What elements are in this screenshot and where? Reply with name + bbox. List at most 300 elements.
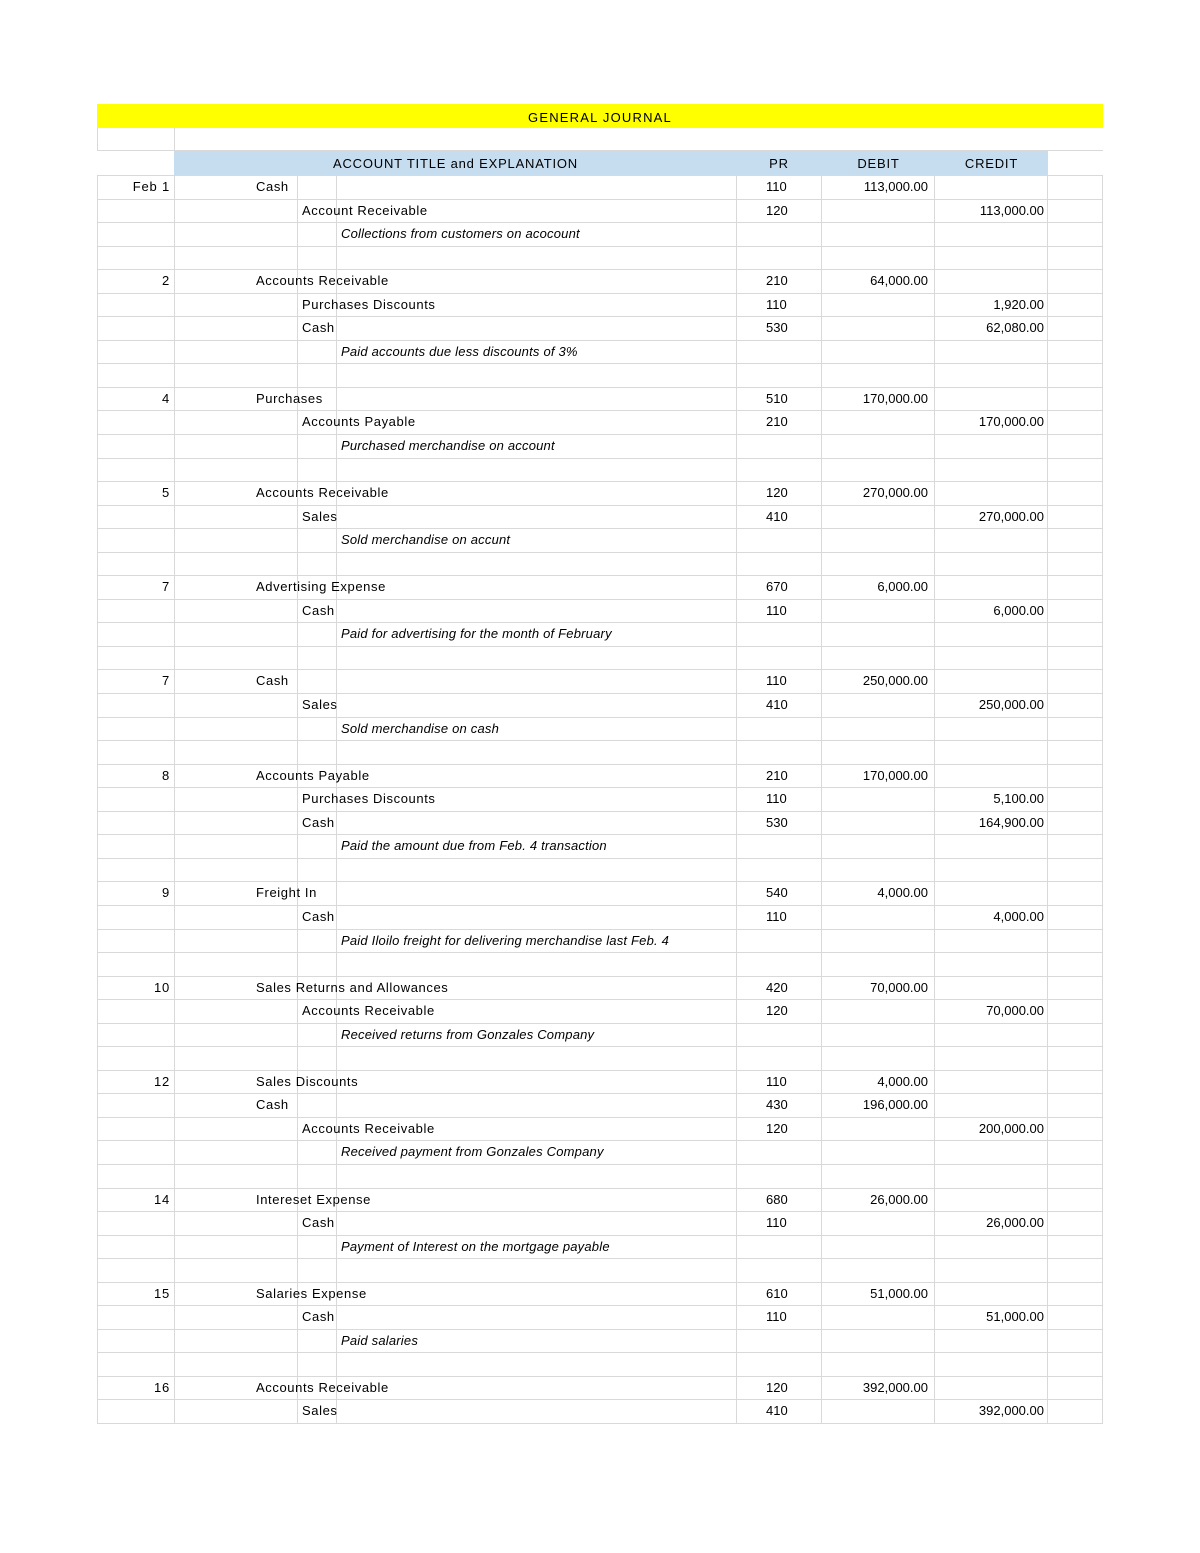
date-cell[interactable]: 7	[97, 670, 175, 693]
credit-cell[interactable]: 392,000.00	[935, 1400, 1048, 1423]
debit-cell[interactable]	[822, 459, 935, 482]
credit-cell[interactable]	[935, 859, 1048, 882]
account-cell[interactable]	[175, 1118, 736, 1141]
date-cell[interactable]	[97, 859, 175, 882]
credit-cell[interactable]	[935, 930, 1048, 953]
account-cell[interactable]	[175, 270, 736, 293]
account-cell[interactable]	[175, 670, 736, 693]
blank-cell[interactable]	[1048, 906, 1103, 929]
debit-cell[interactable]	[822, 1212, 935, 1235]
blank-cell[interactable]	[1048, 1306, 1103, 1329]
blank-cell[interactable]	[1048, 600, 1103, 623]
pr-cell[interactable]	[736, 1047, 822, 1070]
account-cell[interactable]	[175, 906, 736, 929]
date-cell[interactable]: 8	[97, 765, 175, 788]
account-cell[interactable]	[175, 600, 736, 623]
account-cell[interactable]	[175, 1071, 736, 1094]
debit-cell[interactable]	[822, 294, 935, 317]
blank-cell[interactable]	[1048, 459, 1103, 482]
credit-cell[interactable]: 4,000.00	[935, 906, 1048, 929]
blank-cell[interactable]	[1048, 1259, 1103, 1282]
blank-cell[interactable]	[1048, 482, 1103, 505]
credit-cell[interactable]	[935, 1236, 1048, 1259]
debit-cell[interactable]	[822, 200, 935, 223]
credit-cell[interactable]	[935, 882, 1048, 905]
credit-cell[interactable]	[935, 459, 1048, 482]
debit-cell[interactable]: 196,000.00	[822, 1094, 935, 1117]
account-cell[interactable]	[175, 765, 736, 788]
pr-cell[interactable]	[736, 741, 822, 764]
account-cell[interactable]	[175, 1236, 736, 1259]
credit-cell[interactable]	[935, 388, 1048, 411]
account-cell[interactable]	[175, 506, 736, 529]
debit-cell[interactable]	[822, 1259, 935, 1282]
date-cell[interactable]: 2	[97, 270, 175, 293]
account-cell[interactable]	[175, 977, 736, 1000]
debit-cell[interactable]	[822, 1353, 935, 1376]
blank-cell[interactable]	[1048, 1212, 1103, 1235]
pr-cell[interactable]: 110	[736, 1212, 822, 1235]
account-cell[interactable]	[175, 364, 736, 387]
date-cell[interactable]	[97, 718, 175, 741]
account-cell[interactable]	[175, 930, 736, 953]
pr-cell[interactable]: 120	[736, 1118, 822, 1141]
pr-cell[interactable]	[736, 1024, 822, 1047]
debit-cell[interactable]	[822, 1141, 935, 1164]
blank-cell[interactable]	[1048, 176, 1103, 199]
date-cell[interactable]	[97, 553, 175, 576]
date-cell[interactable]: 12	[97, 1071, 175, 1094]
date-cell[interactable]: 14	[97, 1189, 175, 1212]
date-cell[interactable]	[97, 1212, 175, 1235]
date-cell[interactable]	[97, 1118, 175, 1141]
debit-cell[interactable]	[822, 1236, 935, 1259]
date-cell[interactable]	[97, 223, 175, 246]
date-cell[interactable]	[97, 906, 175, 929]
pr-cell[interactable]: 120	[736, 482, 822, 505]
date-cell[interactable]: 9	[97, 882, 175, 905]
blank-cell[interactable]	[1048, 506, 1103, 529]
blank-cell[interactable]	[1048, 1047, 1103, 1070]
pr-cell[interactable]	[736, 930, 822, 953]
pr-cell[interactable]	[736, 1141, 822, 1164]
blank-cell[interactable]	[1048, 411, 1103, 434]
pr-cell[interactable]	[736, 1330, 822, 1353]
account-cell[interactable]	[175, 176, 736, 199]
date-cell[interactable]	[97, 1236, 175, 1259]
pr-cell[interactable]: 110	[736, 176, 822, 199]
debit-cell[interactable]: 113,000.00	[822, 176, 935, 199]
date-cell[interactable]	[97, 459, 175, 482]
date-cell[interactable]	[97, 953, 175, 976]
date-cell[interactable]	[97, 341, 175, 364]
date-cell[interactable]: 10	[97, 977, 175, 1000]
credit-cell[interactable]	[935, 1330, 1048, 1353]
blank-cell[interactable]	[1048, 647, 1103, 670]
debit-cell[interactable]: 6,000.00	[822, 576, 935, 599]
account-cell[interactable]	[175, 1306, 736, 1329]
debit-cell[interactable]	[822, 694, 935, 717]
credit-cell[interactable]	[935, 341, 1048, 364]
debit-cell[interactable]	[822, 435, 935, 458]
pr-cell[interactable]: 610	[736, 1283, 822, 1306]
account-cell[interactable]	[175, 1024, 736, 1047]
credit-cell[interactable]: 270,000.00	[935, 506, 1048, 529]
debit-cell[interactable]: 4,000.00	[822, 882, 935, 905]
blank-cell[interactable]	[1048, 553, 1103, 576]
credit-cell[interactable]: 26,000.00	[935, 1212, 1048, 1235]
pr-cell[interactable]: 110	[736, 1306, 822, 1329]
credit-cell[interactable]	[935, 765, 1048, 788]
date-cell[interactable]: 4	[97, 388, 175, 411]
blank-cell[interactable]	[1048, 435, 1103, 458]
account-cell[interactable]	[175, 788, 736, 811]
account-cell[interactable]	[175, 459, 736, 482]
date-cell[interactable]	[97, 247, 175, 270]
debit-cell[interactable]: 170,000.00	[822, 388, 935, 411]
credit-cell[interactable]	[935, 1189, 1048, 1212]
debit-cell[interactable]	[822, 623, 935, 646]
debit-cell[interactable]	[822, 529, 935, 552]
date-cell[interactable]	[97, 1330, 175, 1353]
pr-cell[interactable]: 540	[736, 882, 822, 905]
debit-cell[interactable]	[822, 859, 935, 882]
debit-cell[interactable]	[822, 930, 935, 953]
account-cell[interactable]	[175, 1330, 736, 1353]
blank-cell[interactable]	[1048, 765, 1103, 788]
credit-cell[interactable]	[935, 1165, 1048, 1188]
pr-cell[interactable]	[736, 223, 822, 246]
credit-cell[interactable]	[935, 482, 1048, 505]
blank-cell[interactable]	[1048, 1000, 1103, 1023]
credit-cell[interactable]	[935, 670, 1048, 693]
debit-cell[interactable]	[822, 741, 935, 764]
blank-cell[interactable]	[1048, 1353, 1103, 1376]
account-cell[interactable]	[175, 859, 736, 882]
account-cell[interactable]	[175, 1094, 736, 1117]
blank-cell[interactable]	[1048, 741, 1103, 764]
pr-cell[interactable]	[736, 529, 822, 552]
pr-cell[interactable]: 530	[736, 317, 822, 340]
blank-cell[interactable]	[1048, 1189, 1103, 1212]
credit-cell[interactable]	[935, 1283, 1048, 1306]
credit-cell[interactable]	[935, 977, 1048, 1000]
credit-cell[interactable]: 164,900.00	[935, 812, 1048, 835]
date-cell[interactable]	[97, 200, 175, 223]
debit-cell[interactable]: 250,000.00	[822, 670, 935, 693]
account-cell[interactable]	[175, 1047, 736, 1070]
date-cell[interactable]: 15	[97, 1283, 175, 1306]
blank-cell[interactable]	[1048, 718, 1103, 741]
credit-cell[interactable]	[935, 1259, 1048, 1282]
pr-cell[interactable]	[736, 364, 822, 387]
credit-cell[interactable]	[935, 1024, 1048, 1047]
debit-cell[interactable]	[822, 247, 935, 270]
account-cell[interactable]	[175, 200, 736, 223]
pr-cell[interactable]: 110	[736, 670, 822, 693]
debit-cell[interactable]	[822, 1306, 935, 1329]
debit-cell[interactable]: 392,000.00	[822, 1377, 935, 1400]
date-cell[interactable]	[97, 600, 175, 623]
credit-cell[interactable]	[935, 1047, 1048, 1070]
account-cell[interactable]	[175, 1000, 736, 1023]
credit-cell[interactable]	[935, 223, 1048, 246]
account-cell[interactable]	[175, 247, 736, 270]
account-cell[interactable]	[175, 741, 736, 764]
blank-cell[interactable]	[1048, 1330, 1103, 1353]
blank-cell[interactable]	[1048, 1236, 1103, 1259]
blank-cell[interactable]	[1048, 200, 1103, 223]
pr-cell[interactable]	[736, 1353, 822, 1376]
pr-cell[interactable]: 420	[736, 977, 822, 1000]
debit-cell[interactable]	[822, 953, 935, 976]
blank-cell[interactable]	[1048, 812, 1103, 835]
account-cell[interactable]	[175, 1212, 736, 1235]
credit-cell[interactable]	[935, 576, 1048, 599]
date-cell[interactable]	[97, 506, 175, 529]
credit-cell[interactable]	[935, 741, 1048, 764]
date-cell[interactable]	[97, 1259, 175, 1282]
date-cell[interactable]	[97, 1141, 175, 1164]
account-cell[interactable]	[175, 388, 736, 411]
account-cell[interactable]	[175, 623, 736, 646]
credit-cell[interactable]	[935, 1141, 1048, 1164]
account-cell[interactable]	[175, 411, 736, 434]
date-cell[interactable]: 5	[97, 482, 175, 505]
debit-cell[interactable]: 170,000.00	[822, 765, 935, 788]
pr-cell[interactable]: 110	[736, 600, 822, 623]
credit-cell[interactable]: 5,100.00	[935, 788, 1048, 811]
date-cell[interactable]	[97, 694, 175, 717]
pr-cell[interactable]	[736, 859, 822, 882]
date-cell[interactable]	[97, 930, 175, 953]
account-cell[interactable]	[175, 1353, 736, 1376]
pr-cell[interactable]: 120	[736, 1377, 822, 1400]
pr-cell[interactable]	[736, 718, 822, 741]
pr-cell[interactable]: 110	[736, 294, 822, 317]
account-cell[interactable]	[175, 812, 736, 835]
blank-cell[interactable]	[1048, 882, 1103, 905]
debit-cell[interactable]	[822, 906, 935, 929]
date-cell[interactable]	[97, 623, 175, 646]
pr-cell[interactable]: 120	[736, 200, 822, 223]
pr-cell[interactable]: 210	[736, 411, 822, 434]
blank-cell[interactable]	[1048, 1024, 1103, 1047]
account-cell[interactable]	[175, 1400, 736, 1423]
account-cell[interactable]	[175, 341, 736, 364]
date-cell[interactable]	[97, 411, 175, 434]
pr-cell[interactable]: 670	[736, 576, 822, 599]
blank-cell[interactable]	[1048, 1400, 1103, 1423]
pr-cell[interactable]	[736, 553, 822, 576]
blank-cell[interactable]	[1048, 364, 1103, 387]
blank-cell[interactable]	[1048, 1118, 1103, 1141]
pr-cell[interactable]	[736, 647, 822, 670]
blank-cell[interactable]	[1048, 270, 1103, 293]
account-cell[interactable]	[175, 553, 736, 576]
blank-cell[interactable]	[1048, 576, 1103, 599]
debit-cell[interactable]	[822, 1000, 935, 1023]
pr-cell[interactable]: 110	[736, 1071, 822, 1094]
blank-cell[interactable]	[1048, 788, 1103, 811]
credit-cell[interactable]: 51,000.00	[935, 1306, 1048, 1329]
blank-cell[interactable]	[1048, 977, 1103, 1000]
account-cell[interactable]	[175, 576, 736, 599]
pr-cell[interactable]	[736, 247, 822, 270]
debit-cell[interactable]	[822, 812, 935, 835]
blank-cell[interactable]	[1048, 623, 1103, 646]
date-cell[interactable]	[97, 294, 175, 317]
account-cell[interactable]	[175, 435, 736, 458]
date-cell[interactable]	[97, 835, 175, 858]
debit-cell[interactable]: 4,000.00	[822, 1071, 935, 1094]
debit-cell[interactable]	[822, 317, 935, 340]
date-cell[interactable]	[97, 1165, 175, 1188]
date-cell[interactable]	[97, 435, 175, 458]
date-cell[interactable]	[97, 364, 175, 387]
credit-cell[interactable]	[935, 364, 1048, 387]
credit-cell[interactable]	[935, 1094, 1048, 1117]
credit-cell[interactable]	[935, 1353, 1048, 1376]
date-cell[interactable]	[97, 317, 175, 340]
date-cell[interactable]	[97, 1047, 175, 1070]
pr-cell[interactable]: 430	[736, 1094, 822, 1117]
date-cell[interactable]	[97, 1000, 175, 1023]
date-cell[interactable]	[97, 812, 175, 835]
debit-cell[interactable]	[822, 1165, 935, 1188]
date-cell[interactable]	[97, 741, 175, 764]
account-cell[interactable]	[175, 1189, 736, 1212]
credit-cell[interactable]: 6,000.00	[935, 600, 1048, 623]
pr-cell[interactable]: 110	[736, 906, 822, 929]
date-cell[interactable]	[97, 788, 175, 811]
blank-cell[interactable]	[1048, 341, 1103, 364]
debit-cell[interactable]: 51,000.00	[822, 1283, 935, 1306]
credit-cell[interactable]	[935, 529, 1048, 552]
credit-cell[interactable]	[935, 835, 1048, 858]
credit-cell[interactable]	[935, 1071, 1048, 1094]
blank-cell[interactable]	[1048, 529, 1103, 552]
blank-cell[interactable]	[1048, 835, 1103, 858]
credit-cell[interactable]	[935, 553, 1048, 576]
account-cell[interactable]	[175, 882, 736, 905]
pr-cell[interactable]: 210	[736, 270, 822, 293]
account-cell[interactable]	[175, 1283, 736, 1306]
date-cell[interactable]	[97, 1400, 175, 1423]
credit-cell[interactable]: 250,000.00	[935, 694, 1048, 717]
debit-cell[interactable]	[822, 788, 935, 811]
credit-cell[interactable]: 70,000.00	[935, 1000, 1048, 1023]
pr-cell[interactable]: 410	[736, 694, 822, 717]
pr-cell[interactable]	[736, 1259, 822, 1282]
debit-cell[interactable]	[822, 835, 935, 858]
debit-cell[interactable]: 270,000.00	[822, 482, 935, 505]
account-cell[interactable]	[175, 647, 736, 670]
date-cell[interactable]	[97, 1024, 175, 1047]
credit-cell[interactable]	[935, 247, 1048, 270]
pr-cell[interactable]	[736, 341, 822, 364]
blank-cell[interactable]	[1048, 223, 1103, 246]
account-cell[interactable]	[175, 317, 736, 340]
account-cell[interactable]	[175, 835, 736, 858]
pr-cell[interactable]: 410	[736, 1400, 822, 1423]
debit-cell[interactable]	[822, 553, 935, 576]
credit-cell[interactable]: 200,000.00	[935, 1118, 1048, 1141]
account-cell[interactable]	[175, 1377, 736, 1400]
account-cell[interactable]	[175, 694, 736, 717]
debit-cell[interactable]	[822, 1330, 935, 1353]
account-cell[interactable]	[175, 223, 736, 246]
account-cell[interactable]	[175, 1259, 736, 1282]
pr-cell[interactable]	[736, 1165, 822, 1188]
debit-cell[interactable]	[822, 1024, 935, 1047]
date-cell[interactable]: 7	[97, 576, 175, 599]
credit-cell[interactable]	[935, 953, 1048, 976]
pr-cell[interactable]: 680	[736, 1189, 822, 1212]
pr-cell[interactable]: 530	[736, 812, 822, 835]
credit-cell[interactable]	[935, 1377, 1048, 1400]
pr-cell[interactable]: 210	[736, 765, 822, 788]
credit-cell[interactable]	[935, 647, 1048, 670]
account-cell[interactable]	[175, 1165, 736, 1188]
blank-cell[interactable]	[1048, 670, 1103, 693]
debit-cell[interactable]	[822, 718, 935, 741]
blank-cell[interactable]	[1048, 859, 1103, 882]
debit-cell[interactable]: 26,000.00	[822, 1189, 935, 1212]
account-cell[interactable]	[175, 953, 736, 976]
date-cell[interactable]	[97, 1094, 175, 1117]
debit-cell[interactable]	[822, 364, 935, 387]
debit-cell[interactable]	[822, 411, 935, 434]
debit-cell[interactable]	[822, 341, 935, 364]
credit-cell[interactable]: 113,000.00	[935, 200, 1048, 223]
blank-cell[interactable]	[1048, 953, 1103, 976]
blank-cell[interactable]	[1048, 1377, 1103, 1400]
debit-cell[interactable]: 70,000.00	[822, 977, 935, 1000]
date-cell[interactable]	[97, 647, 175, 670]
credit-cell[interactable]	[935, 623, 1048, 646]
account-cell[interactable]	[175, 482, 736, 505]
pr-cell[interactable]	[736, 459, 822, 482]
blank-cell[interactable]	[1048, 1141, 1103, 1164]
date-cell[interactable]: Feb 1	[97, 176, 175, 199]
debit-cell[interactable]	[822, 1047, 935, 1070]
date-cell[interactable]	[97, 529, 175, 552]
pr-cell[interactable]: 120	[736, 1000, 822, 1023]
pr-cell[interactable]	[736, 1236, 822, 1259]
pr-cell[interactable]	[736, 953, 822, 976]
pr-cell[interactable]	[736, 435, 822, 458]
blank-cell[interactable]	[1048, 694, 1103, 717]
credit-cell[interactable]	[935, 435, 1048, 458]
account-cell[interactable]	[175, 718, 736, 741]
debit-cell[interactable]	[822, 1118, 935, 1141]
blank-cell[interactable]	[1048, 1071, 1103, 1094]
debit-cell[interactable]	[822, 1400, 935, 1423]
date-cell[interactable]: 16	[97, 1377, 175, 1400]
credit-cell[interactable]	[935, 176, 1048, 199]
blank-cell[interactable]	[1048, 1094, 1103, 1117]
credit-cell[interactable]	[935, 718, 1048, 741]
blank-cell[interactable]	[1048, 1283, 1103, 1306]
date-cell[interactable]	[97, 1353, 175, 1376]
debit-cell[interactable]	[822, 600, 935, 623]
credit-cell[interactable]: 170,000.00	[935, 411, 1048, 434]
blank-cell[interactable]	[1048, 247, 1103, 270]
blank-cell[interactable]	[1048, 388, 1103, 411]
debit-cell[interactable]	[822, 223, 935, 246]
debit-cell[interactable]	[822, 647, 935, 670]
